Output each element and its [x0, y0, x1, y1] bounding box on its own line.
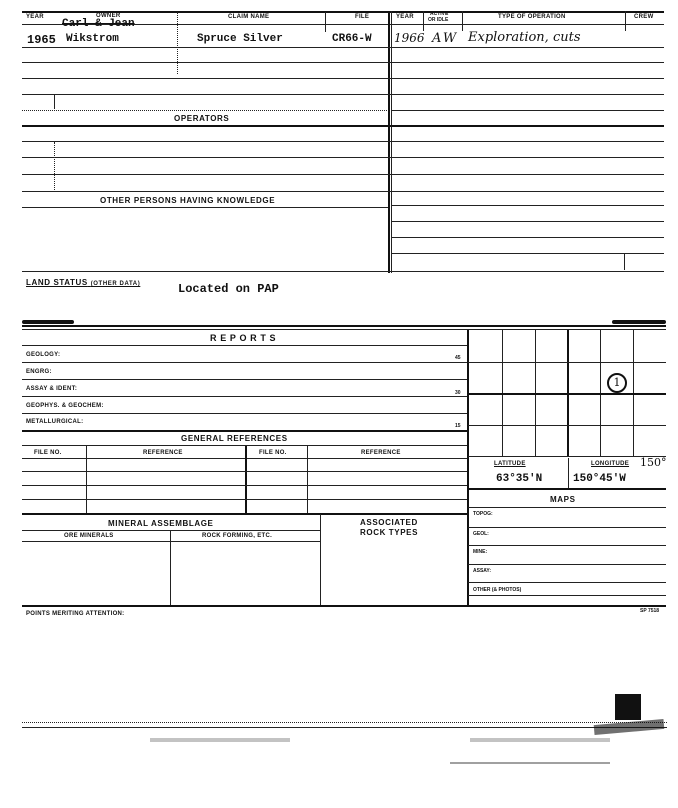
maps-topog: TOPOG:: [473, 511, 493, 517]
land-status-title: LAND STATUS: [26, 278, 88, 287]
report-geophys: GEOPHYS. & GEOCHEM:: [26, 403, 104, 409]
operation-type: Exploration, cuts: [468, 30, 581, 45]
grid-mark-label: 1: [613, 376, 621, 389]
form-number: SP 7518: [640, 608, 660, 614]
land-status-value: Located on PAP: [178, 282, 279, 296]
owner-name: Carl & Jean: [62, 18, 135, 30]
rock-forming-label: ROCK FORMING, ETC.: [202, 533, 273, 539]
maps-title: MAPS: [550, 495, 576, 504]
margin-45: 45: [455, 355, 461, 361]
other-persons-title: OTHER PERSONS HAVING KNOWLEDGE: [100, 196, 276, 205]
margin-15: 15: [455, 423, 461, 429]
header-owner: OWNER: [96, 13, 121, 19]
margin-30: 30: [455, 390, 461, 396]
longitude-extra: 150°: [640, 456, 667, 469]
operation-status: AW: [432, 31, 459, 46]
report-engrg: ENGRG:: [26, 369, 52, 375]
header-or-idle: OR IDLE: [428, 17, 449, 23]
header-claim-name: CLAIM NAME: [228, 14, 270, 20]
maps-geol: GEOL:: [473, 531, 489, 537]
header-crew: CREW: [634, 14, 654, 20]
associated-label: ASSOCIATED: [360, 518, 418, 527]
latitude-value: 63°35'N: [496, 473, 543, 485]
header-year2: YEAR: [396, 14, 414, 20]
latitude-label: LATITUDE: [494, 461, 526, 467]
rock-types-label: ROCK TYPES: [360, 528, 419, 537]
header-type-of-operation: TYPE OF OPERATION: [498, 14, 566, 20]
report-geology: GEOLOGY:: [26, 352, 61, 358]
header-active: ACTIVE: [430, 11, 449, 17]
record-year: 1965: [27, 33, 56, 47]
operators-title: OPERATORS: [174, 114, 230, 123]
header-year: YEAR: [26, 14, 44, 20]
file-number: CR66-W: [332, 33, 372, 45]
header-file: FILE: [355, 14, 370, 20]
points-meriting-attention: POINTS MERITING ATTENTION:: [26, 611, 125, 617]
mineral-assemblage-title: MINERAL ASSEMBLAGE: [108, 519, 214, 528]
ref-col-file-no-1: FILE NO.: [34, 450, 62, 456]
ore-minerals-label: ORE MINERALS: [64, 533, 114, 539]
ref-col-file-no-2: FILE NO.: [259, 450, 287, 456]
land-status-sub: (OTHER DATA): [90, 281, 141, 287]
ref-col-reference-1: REFERENCE: [143, 450, 183, 456]
land-status-label: [26, 278, 140, 287]
claim-name: Spruce Silver: [197, 33, 283, 45]
reports-title: R E P O R T S: [210, 333, 277, 343]
maps-other: OTHER (& PHOTOS): [473, 587, 522, 593]
report-metallurgical: METALLURGICAL:: [26, 419, 84, 425]
report-assay: ASSAY & IDENT:: [26, 386, 78, 392]
longitude-value: 150°45'W: [573, 473, 626, 485]
maps-mine: MINE:: [473, 549, 488, 555]
maps-assay: ASSAY:: [473, 568, 492, 574]
ref-col-reference-2: REFERENCE: [361, 450, 401, 456]
operation-year: 1966: [394, 31, 425, 45]
longitude-label: LONGITUDE: [591, 461, 630, 467]
owner-surname: Wikstrom: [66, 33, 119, 45]
grid-mark-circle: [607, 373, 627, 393]
general-references-title: GENERAL REFERENCES: [181, 434, 288, 443]
